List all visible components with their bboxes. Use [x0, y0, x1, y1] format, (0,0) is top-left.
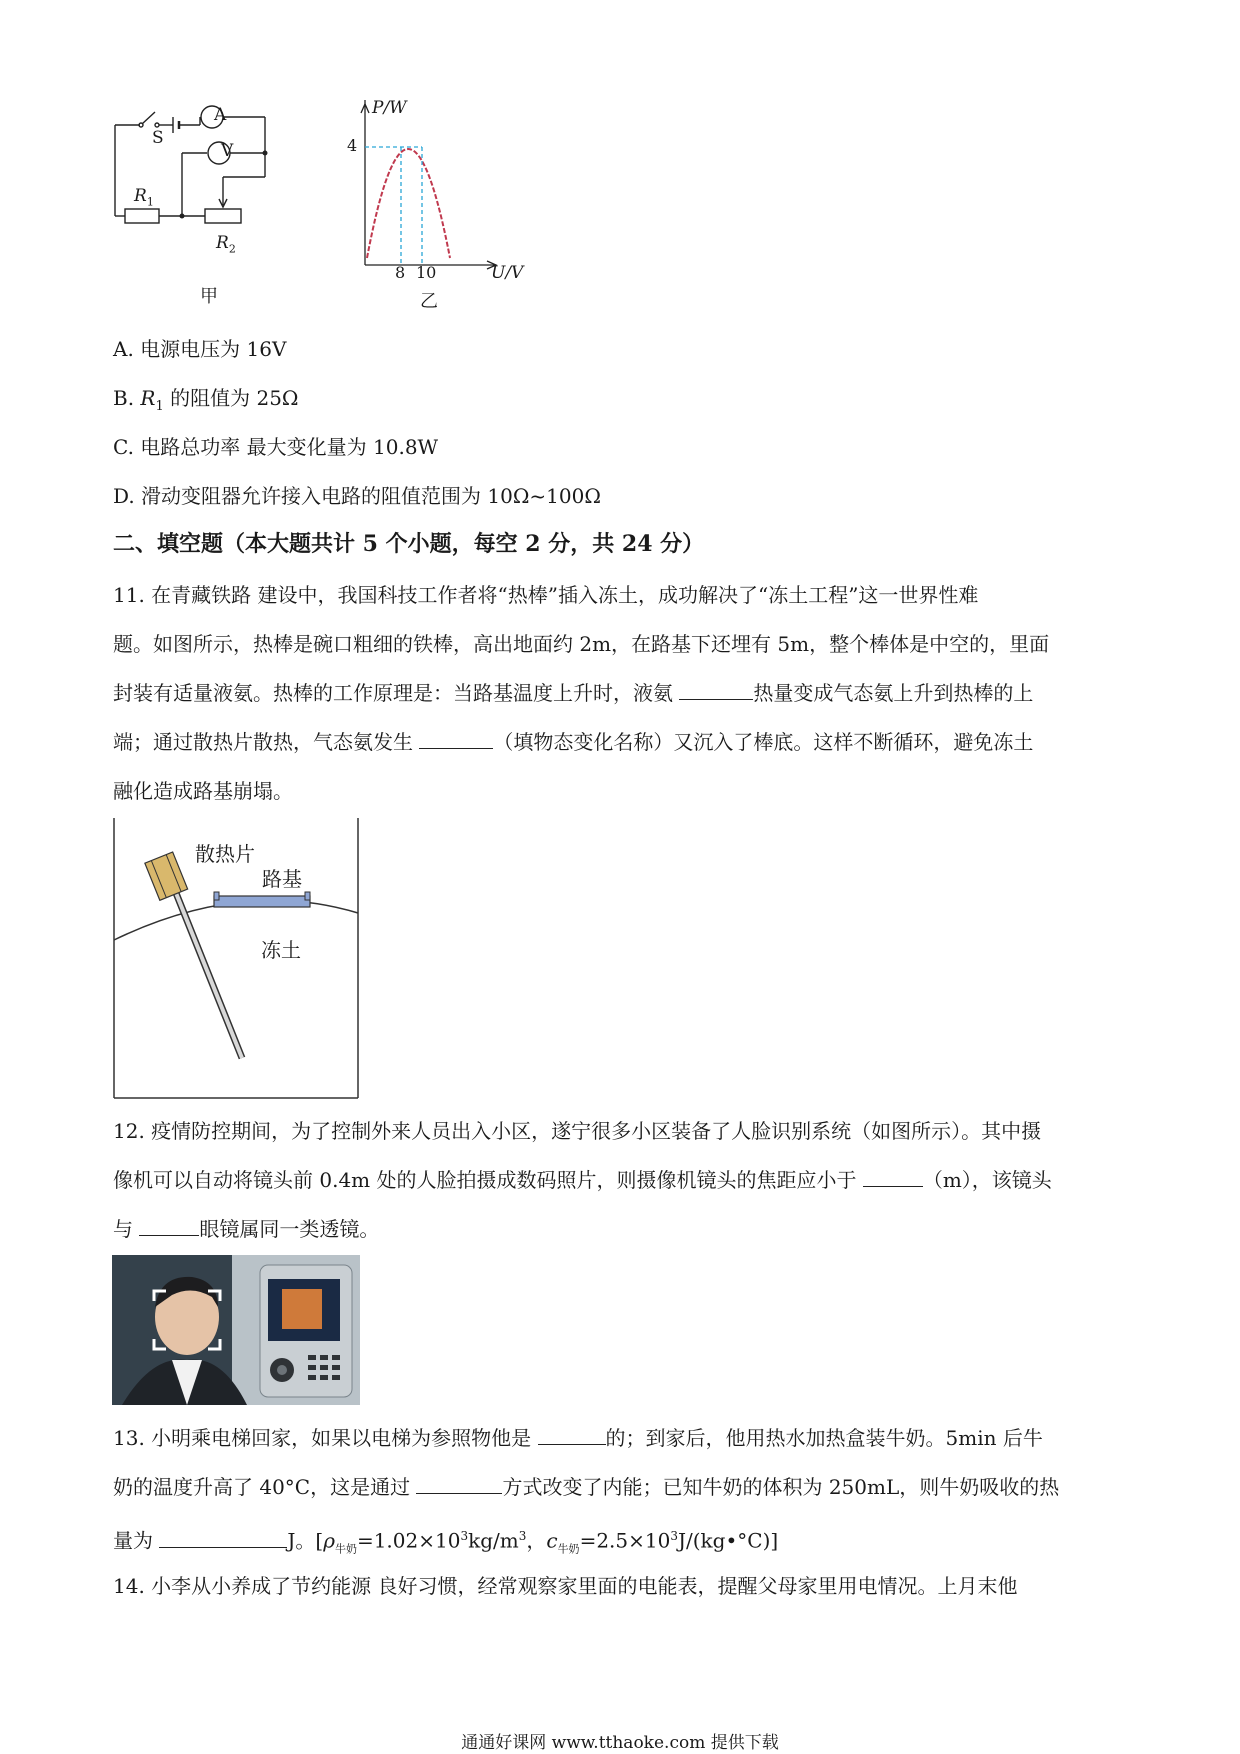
- q12-line-1: 12. 疫情防控期间，为了控制外来人员出入小区，遂宁很多小区装备了人脸识别系统（如图所示）。其中摄: [113, 1119, 1042, 1143]
- q12-blank-1[interactable]: [863, 1166, 923, 1187]
- c-symbol: c: [546, 1528, 558, 1553]
- q12-line-2-end: （m），该镜头: [922, 1168, 1052, 1192]
- q13-line-2: [113, 1473, 1059, 1501]
- ammeter-label: A: [214, 105, 227, 125]
- q14-line-1: 14. 小李从小养成了节约能源 良好习惯，经常观察家里面的电能表，提醒父母家里用电情况。上月末他: [113, 1574, 1018, 1598]
- q12-line-3: [113, 1215, 379, 1243]
- face-recognition-photo: [112, 1255, 360, 1405]
- rho-symbol: ρ: [323, 1528, 335, 1553]
- heat-sink-shape: [145, 852, 188, 900]
- c-unit: J/(kg•°C)]: [677, 1528, 779, 1553]
- q11-blank-2[interactable]: [419, 728, 493, 749]
- option-c: C. 电路总功率 最大变化量为 10.8W: [113, 435, 439, 459]
- q13-blank-2[interactable]: [416, 1473, 502, 1494]
- q12-line-3-end: 眼镜属同一类透镜。: [199, 1217, 380, 1241]
- r2-resistor: [205, 209, 241, 223]
- x-axis-label: U/V: [491, 263, 524, 283]
- q12-blank-2[interactable]: [139, 1215, 199, 1236]
- rho-unit: kg/m: [468, 1528, 519, 1553]
- q11-line-3-end: 热量变成气态氨上升到热棒的上: [753, 681, 1034, 705]
- page-footer[interactable]: 通通好课网 www.tthaoke.com 提供下载: [461, 1733, 779, 1753]
- separator: ，: [526, 1528, 547, 1553]
- r2-label: [216, 233, 236, 255]
- q13-line-3-start: 量为: [113, 1528, 160, 1553]
- option-b-symbol: R: [140, 386, 156, 410]
- q11-line-2: 题。如图所示，热棒是碗口粗细的铁棒，高出地面约 2m，在路基下还埋有 5m，整个棒体是中空的，里面: [113, 632, 1050, 656]
- q13-line-1: [113, 1424, 1043, 1452]
- frozen-soil-label: 冻土: [261, 938, 301, 962]
- power-curve: [367, 149, 450, 258]
- y-axis-label: P/W: [372, 98, 407, 118]
- q12-line-2-start: 像机可以自动将镜头前 0.4m 处的人脸拍摄成数码照片，则摄像机镜头的焦距应小于: [113, 1168, 863, 1192]
- q11-blank-1[interactable]: [679, 679, 753, 700]
- section-title: 二、填空题（本大题共计 5 个小题，每空 2 分，共 24 分）: [113, 531, 705, 557]
- c-value: =2.5×10: [579, 1528, 671, 1553]
- q13-blank-3[interactable]: [159, 1527, 287, 1548]
- q13-line-2-end: 方式改变了内能；已知牛奶的体积为 250mL，则牛奶吸收的热: [502, 1475, 1060, 1499]
- q12-line-3-start: 与: [113, 1217, 140, 1241]
- q13-line-3: [113, 1522, 778, 1564]
- y-tick-4: 4: [347, 136, 358, 155]
- option-d: D. 滑动变阻器允许接入电路的阻值范围为 10Ω~100Ω: [113, 484, 601, 508]
- x-tick-10: 10: [416, 263, 437, 282]
- x-tick-8: 8: [395, 263, 406, 282]
- q13-line-2-start: 奶的温度升高了 40°C，这是通过: [113, 1475, 417, 1499]
- rho-exponent: 3: [460, 1529, 469, 1543]
- c-subscript: 牛奶: [557, 1542, 580, 1556]
- q11-line-5: 融化造成路基崩塌。: [113, 779, 293, 803]
- switch-label: S: [152, 128, 164, 148]
- q11-line-4-end: （填物态变化名称）又沉入了棒底。这样不断循环，避免冻土: [493, 730, 1034, 754]
- rho-subscript: 牛奶: [334, 1542, 357, 1556]
- q11-line-3-start: 封装有适量液氨。热棒的工作原理是：当路基温度上升时，液氨: [113, 681, 680, 705]
- r2-subscript: 2: [228, 242, 236, 256]
- r1-subscript: 1: [146, 195, 154, 209]
- q13-blank-1[interactable]: [538, 1424, 606, 1445]
- voltmeter-label: V: [221, 141, 234, 161]
- q13-line-3-bracket: J。[: [287, 1528, 324, 1553]
- option-a: A. 电源电压为 16V: [113, 337, 287, 361]
- figure-caption-yi: 乙: [420, 291, 438, 312]
- heat-sink-label: 散热片: [195, 842, 255, 866]
- roadbed-shape: [214, 896, 310, 907]
- c-exponent: 3: [670, 1529, 678, 1543]
- q11-line-1: 11. 在青藏铁路 建设中，我国科技工作者将“热棒”插入冻土，成功解决了“冻土工程”这一世界性难: [113, 583, 979, 607]
- rho-unit-exponent: 3: [518, 1529, 527, 1543]
- r2-symbol: R: [216, 233, 229, 253]
- q11-line-4-start: 端；通过散热片散热，气态氨发生: [113, 730, 420, 754]
- r1-resistor: [125, 209, 159, 223]
- option-b-prefix: B.: [113, 386, 141, 410]
- option-b: [113, 384, 299, 421]
- roadbed-label: 路基: [262, 867, 302, 891]
- face-recognition-illustration: [112, 1255, 360, 1405]
- q11-line-4: [113, 728, 1033, 756]
- option-b-text: 的阻值为 25Ω: [163, 386, 299, 410]
- q13-line-1-start: 13. 小明乘电梯回家，如果以电梯为参照物他是: [113, 1426, 538, 1450]
- option-b-subscript: 1: [155, 399, 164, 414]
- rho-value: =1.02×10: [356, 1528, 461, 1553]
- r1-label: [134, 186, 154, 208]
- q13-line-1-end: 的；到家后，他用热水加热盒装牛奶。5min 后牛: [605, 1426, 1043, 1450]
- q11-line-3: [113, 679, 1033, 707]
- r1-symbol: R: [134, 186, 147, 206]
- power-voltage-graph: [345, 100, 530, 290]
- q12-line-2: [113, 1166, 1052, 1194]
- switch-blade: [142, 112, 155, 124]
- figure-caption-jia: 甲: [200, 286, 218, 307]
